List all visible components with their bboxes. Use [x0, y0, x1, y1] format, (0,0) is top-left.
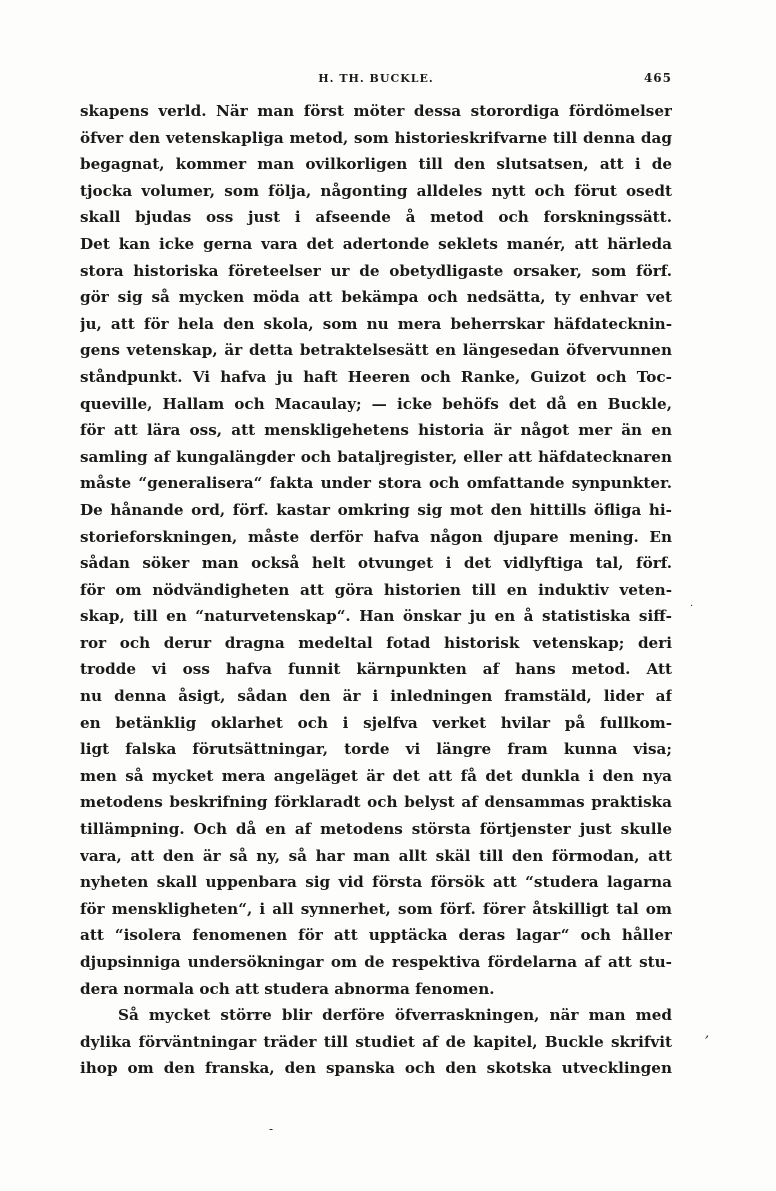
- text-line: skall bjudas oss just i afseende å metod och forskningssätt.: [80, 208, 672, 227]
- text-line: sådan söker man också helt otvunget i det vidlyftiga tal, förf.: [80, 554, 672, 573]
- text-line: dylika förväntningar träder till studiet af de kapitel, Buckle skrifvit: [80, 1032, 672, 1051]
- text-line: trodde vi oss hafva funnit kärnpunkten af hans metod. Att: [80, 660, 672, 679]
- text-line: vara, att den är så ny, så har man allt skäl till den förmodan, att: [80, 846, 672, 865]
- text-line: tillämpning. Och då en af metodens största förtjenster just skulle: [80, 820, 672, 839]
- text-line: djupsinniga undersökningar om de respektiva fördelarna af att stu-: [80, 953, 672, 971]
- text-line: öfver den vetenskapliga metod, som historieskrifvarne till denna dag: [80, 128, 672, 147]
- text-line: metodens beskrifning förklaradt och belyst af densammas praktiska: [80, 793, 672, 812]
- running-title: H. TH. BUCKLE.: [318, 72, 434, 85]
- text-line: tjocka volumer, som följa, någonting alldeles nytt och förut osedt: [80, 181, 672, 200]
- text-line: nyheten skall uppenbara sig vid första försök att “studera lagarna: [80, 873, 672, 892]
- text-line: för menskligheten“, i all synnerhet, som förf. förer åtskilligt tal om: [80, 899, 672, 918]
- text-line: gens vetenskap, är detta betraktelsesätt en längesedan öfvervunnen: [80, 341, 672, 360]
- text-line: gör sig så mycken möda att bekämpa och nedsätta, ty enhvar vet: [80, 288, 672, 307]
- text-line: ligt falska förutsättningar, torde vi längre fram kunna visa;: [80, 740, 672, 759]
- stray-dash-mark: -: [269, 1122, 274, 1136]
- text-line: ståndpunkt. Vi hafva ju haft Heeren och Ranke, Guizot och Toc-: [80, 367, 672, 386]
- body-text: [80, 98, 672, 1082]
- text-line: ror och derur dragna medeltal fotad historisk vetenskap; deri: [80, 633, 672, 652]
- text-line: dera normala och att studera abnorma fenomen.: [80, 979, 495, 998]
- text-line: De hånande ord, förf. kastar omkring sig mot den hittills öfliga hi-: [80, 500, 672, 519]
- text-line: att “isolera fenomenen för att upptäcka deras lagar“ och håller: [80, 926, 672, 945]
- text-line: queville, Hallam och Macaulay; — icke behöfs det då en Buckle,: [80, 394, 672, 413]
- text-line: stora historiska företeelser ur de obetydligaste orsaker, som förf.: [80, 261, 672, 280]
- text-line: samling af kungalängder och bataljregister, eller att häfdatecknaren: [80, 447, 672, 466]
- page-number: 465: [643, 71, 672, 85]
- text-line: nu denna åsigt, sådan den är i inledningen framstäld, lider af: [80, 687, 672, 706]
- running-header: [80, 68, 672, 90]
- text-line: skap, till en “naturvetenskap“. Han önskar ju en å statistiska siff-: [80, 607, 672, 626]
- text-line: ju, att för hela den skola, som nu mera beherrskar häfdatecknin-: [80, 314, 672, 333]
- text-line: skapens verld. När man först möter dessa storordiga fördömelser: [80, 102, 672, 120]
- text-line: begagnat, kommer man ovilkorligen till den slutsatsen, att i de: [80, 155, 672, 174]
- text-line: men så mycket mera angeläget är det att få det dunkla i den nya: [80, 766, 672, 785]
- stray-dot-mark: .: [690, 598, 694, 609]
- text-line: för om nödvändigheten att göra historien till en induktiv veten-: [80, 580, 672, 599]
- text-line: för att lära oss, att menskligehetens historia är något mer än en: [80, 421, 672, 440]
- text-line: Det kan icke gerna vara det adertonde seklets manér, att härleda: [80, 234, 672, 253]
- text-line: ihop om den franska, den spanska och den skotska utvecklingen: [80, 1059, 672, 1078]
- text-line: storieforskningen, måste derför hafva någon djupare mening. En: [80, 527, 672, 546]
- text-line: en betänklig oklarhet och i sjelfva verket hvilar på fullkom-: [80, 713, 672, 732]
- text-line: Så mycket större blir derföre öfverraskningen, när man med: [118, 1006, 672, 1025]
- stray-comma-mark: ,: [705, 1026, 710, 1041]
- text-line: måste “generalisera“ fakta under stora och omfattande synpunkter.: [80, 474, 672, 493]
